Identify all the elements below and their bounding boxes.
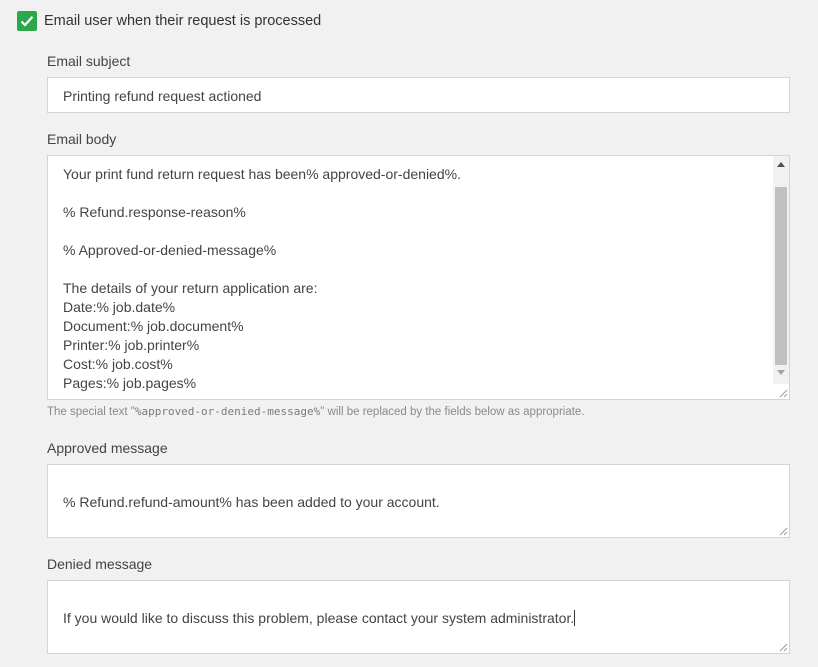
notify-checkbox-row[interactable] (17, 11, 321, 31)
scroll-thumb[interactable] (775, 187, 787, 365)
email-body-line (63, 260, 461, 279)
scroll-down-arrow-icon[interactable] (777, 370, 785, 375)
approved-message-value: % Refund.refund-amount% has been added to your account. (63, 494, 440, 510)
email-body-label: Email body (47, 131, 117, 147)
email-subject-value: Printing refund request actioned (63, 88, 262, 104)
resize-grip-icon[interactable] (777, 387, 788, 398)
text-cursor (574, 610, 575, 626)
checkmark-icon (20, 15, 34, 27)
email-body-textarea[interactable] (47, 155, 790, 400)
email-body-line: Pages:% job.pages% (63, 375, 197, 391)
email-body-line: % Approved-or-denied-message% (63, 242, 277, 258)
email-body-line (63, 184, 461, 203)
email-body-line: Cost:% job.cost% (63, 356, 173, 372)
denied-message-value: If you would like to discuss this problem, please contact your system administrator. (63, 610, 575, 626)
email-subject-label: Email subject (47, 53, 131, 69)
email-body-line: The details of your return application are: (63, 280, 318, 296)
email-body-line: Date:% job.date% (63, 299, 176, 315)
resize-grip-icon[interactable] (777, 525, 788, 536)
email-body-line: Your print fund return request has been% approved-or-denied%. (63, 166, 461, 182)
denied-message-label: Denied message (47, 556, 153, 572)
email-body-content (63, 165, 461, 393)
special-text-code: %approved-or-denied-message% (134, 405, 321, 418)
email-body-line: Printer:% job.printer% (63, 337, 200, 353)
denied-message-textarea[interactable] (47, 580, 790, 654)
approved-message-label: Approved message (47, 440, 168, 456)
notify-checkbox[interactable] (17, 11, 37, 31)
notify-checkbox-label[interactable]: Email user when their request is processed (44, 13, 322, 29)
email-body-line (63, 222, 461, 241)
email-body-scrollbar[interactable] (773, 156, 789, 384)
special-text-hint: The special text "%approved-or-denied-message%" will be replaced by the fields below as appropriate. (47, 405, 585, 418)
scroll-up-arrow-icon[interactable] (777, 162, 785, 167)
denied-message-text (63, 610, 575, 626)
email-subject-input[interactable] (47, 77, 790, 113)
email-body-line: % Refund.response-reason% (63, 204, 246, 220)
resize-grip-icon[interactable] (777, 641, 788, 652)
email-body-line: Document:% job.document% (63, 318, 244, 334)
approved-message-textarea[interactable] (47, 464, 790, 538)
